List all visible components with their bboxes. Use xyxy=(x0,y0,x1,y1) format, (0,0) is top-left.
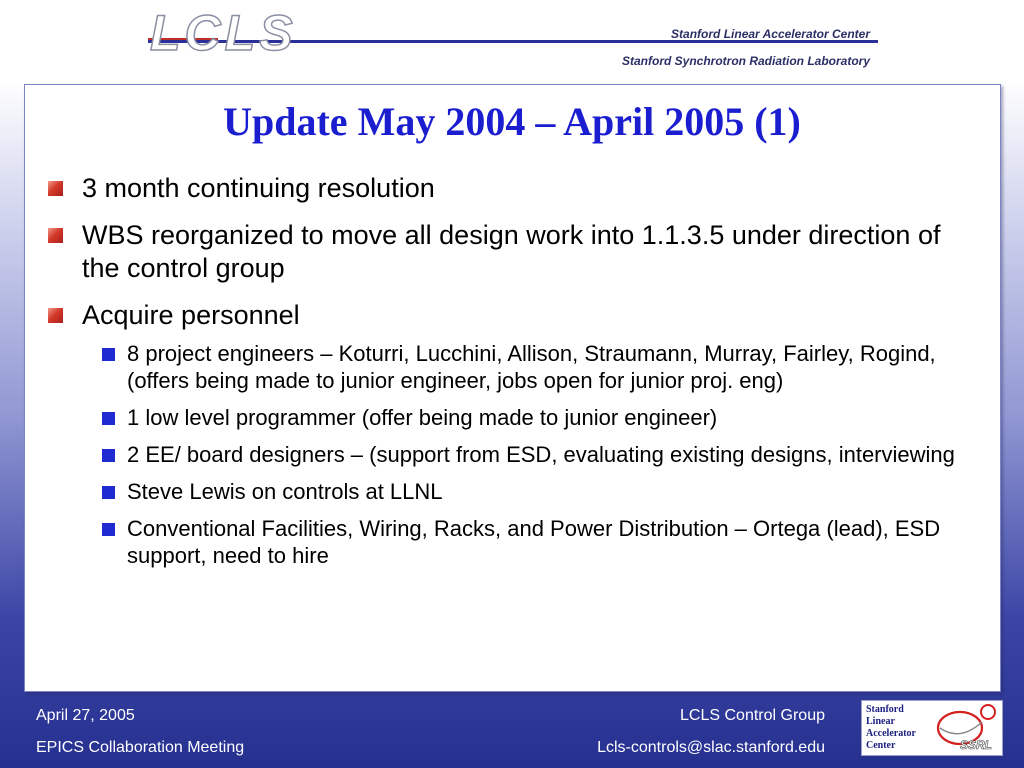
square-bullet-icon xyxy=(102,523,115,536)
ssrl-logo-text: SSRL xyxy=(960,738,993,752)
square-bullet-icon xyxy=(102,486,115,499)
sub-bullet-item xyxy=(102,404,978,431)
sub-bullet-text: 8 project engineers – Koturri, Lucchini, Allison, Straumann, Murray, Fairley, Rogind, (offers being made to junior engineer, jobs open for junior proj. eng) xyxy=(127,341,936,393)
sub-bullet-item xyxy=(102,515,978,569)
seal-line: Center xyxy=(866,740,896,751)
bullet-item xyxy=(48,299,978,332)
square-bullet-icon xyxy=(102,348,115,361)
org-name-slac: Stanford Linear Accelerator Center xyxy=(671,27,870,41)
sub-bullet-item xyxy=(102,340,978,394)
slide-title: Update May 2004 – April 2005 (1) xyxy=(223,99,801,144)
bullet-text: 3 month continuing resolution xyxy=(82,173,435,203)
seal-line: Accelerator xyxy=(866,728,916,739)
bullet-text: Acquire personnel xyxy=(82,300,300,330)
lcls-logo: LCLS xyxy=(150,5,297,61)
org-name-ssrl: Stanford Synchrotron Radiation Laboratory xyxy=(621,54,870,68)
sub-bullet-item xyxy=(102,441,978,468)
square-bullet-icon xyxy=(102,449,115,462)
bullet-text: WBS reorganized to move all design work into 1.1.3.5 under direction of the control group xyxy=(82,220,941,283)
footer-group: LCLS Control Group xyxy=(680,707,825,724)
sub-bullet-text: 1 low level programmer (offer being made to junior engineer) xyxy=(127,405,718,430)
sub-bullet-text: 2 EE/ board designers – (support from ESD, evaluating existing designs, interviewing xyxy=(127,442,955,467)
square-bullet-icon xyxy=(48,181,63,196)
bullet-item xyxy=(48,172,978,205)
seal-line: Stanford xyxy=(866,704,904,715)
slac-seal-text xyxy=(866,704,916,752)
square-bullet-icon xyxy=(102,412,115,425)
sub-bullet-text: Conventional Facilities, Wiring, Racks, and Power Distribution – Ortega (lead), ESD support, need to hire xyxy=(127,516,941,568)
sub-bullet-item xyxy=(102,478,978,505)
seal-line: Linear xyxy=(866,716,895,727)
square-bullet-icon xyxy=(48,228,63,243)
bullet-item xyxy=(48,219,978,285)
sub-bullet-text: Steve Lewis on controls at LLNL xyxy=(127,479,443,504)
bullet-list xyxy=(48,172,978,579)
square-bullet-icon xyxy=(48,308,63,323)
footer-date: April 27, 2005 xyxy=(36,707,135,724)
footer-meeting: EPICS Collaboration Meeting xyxy=(36,739,245,756)
footer-email: Lcls-controls@slac.stanford.edu xyxy=(597,739,825,756)
slide-header xyxy=(0,0,1024,80)
